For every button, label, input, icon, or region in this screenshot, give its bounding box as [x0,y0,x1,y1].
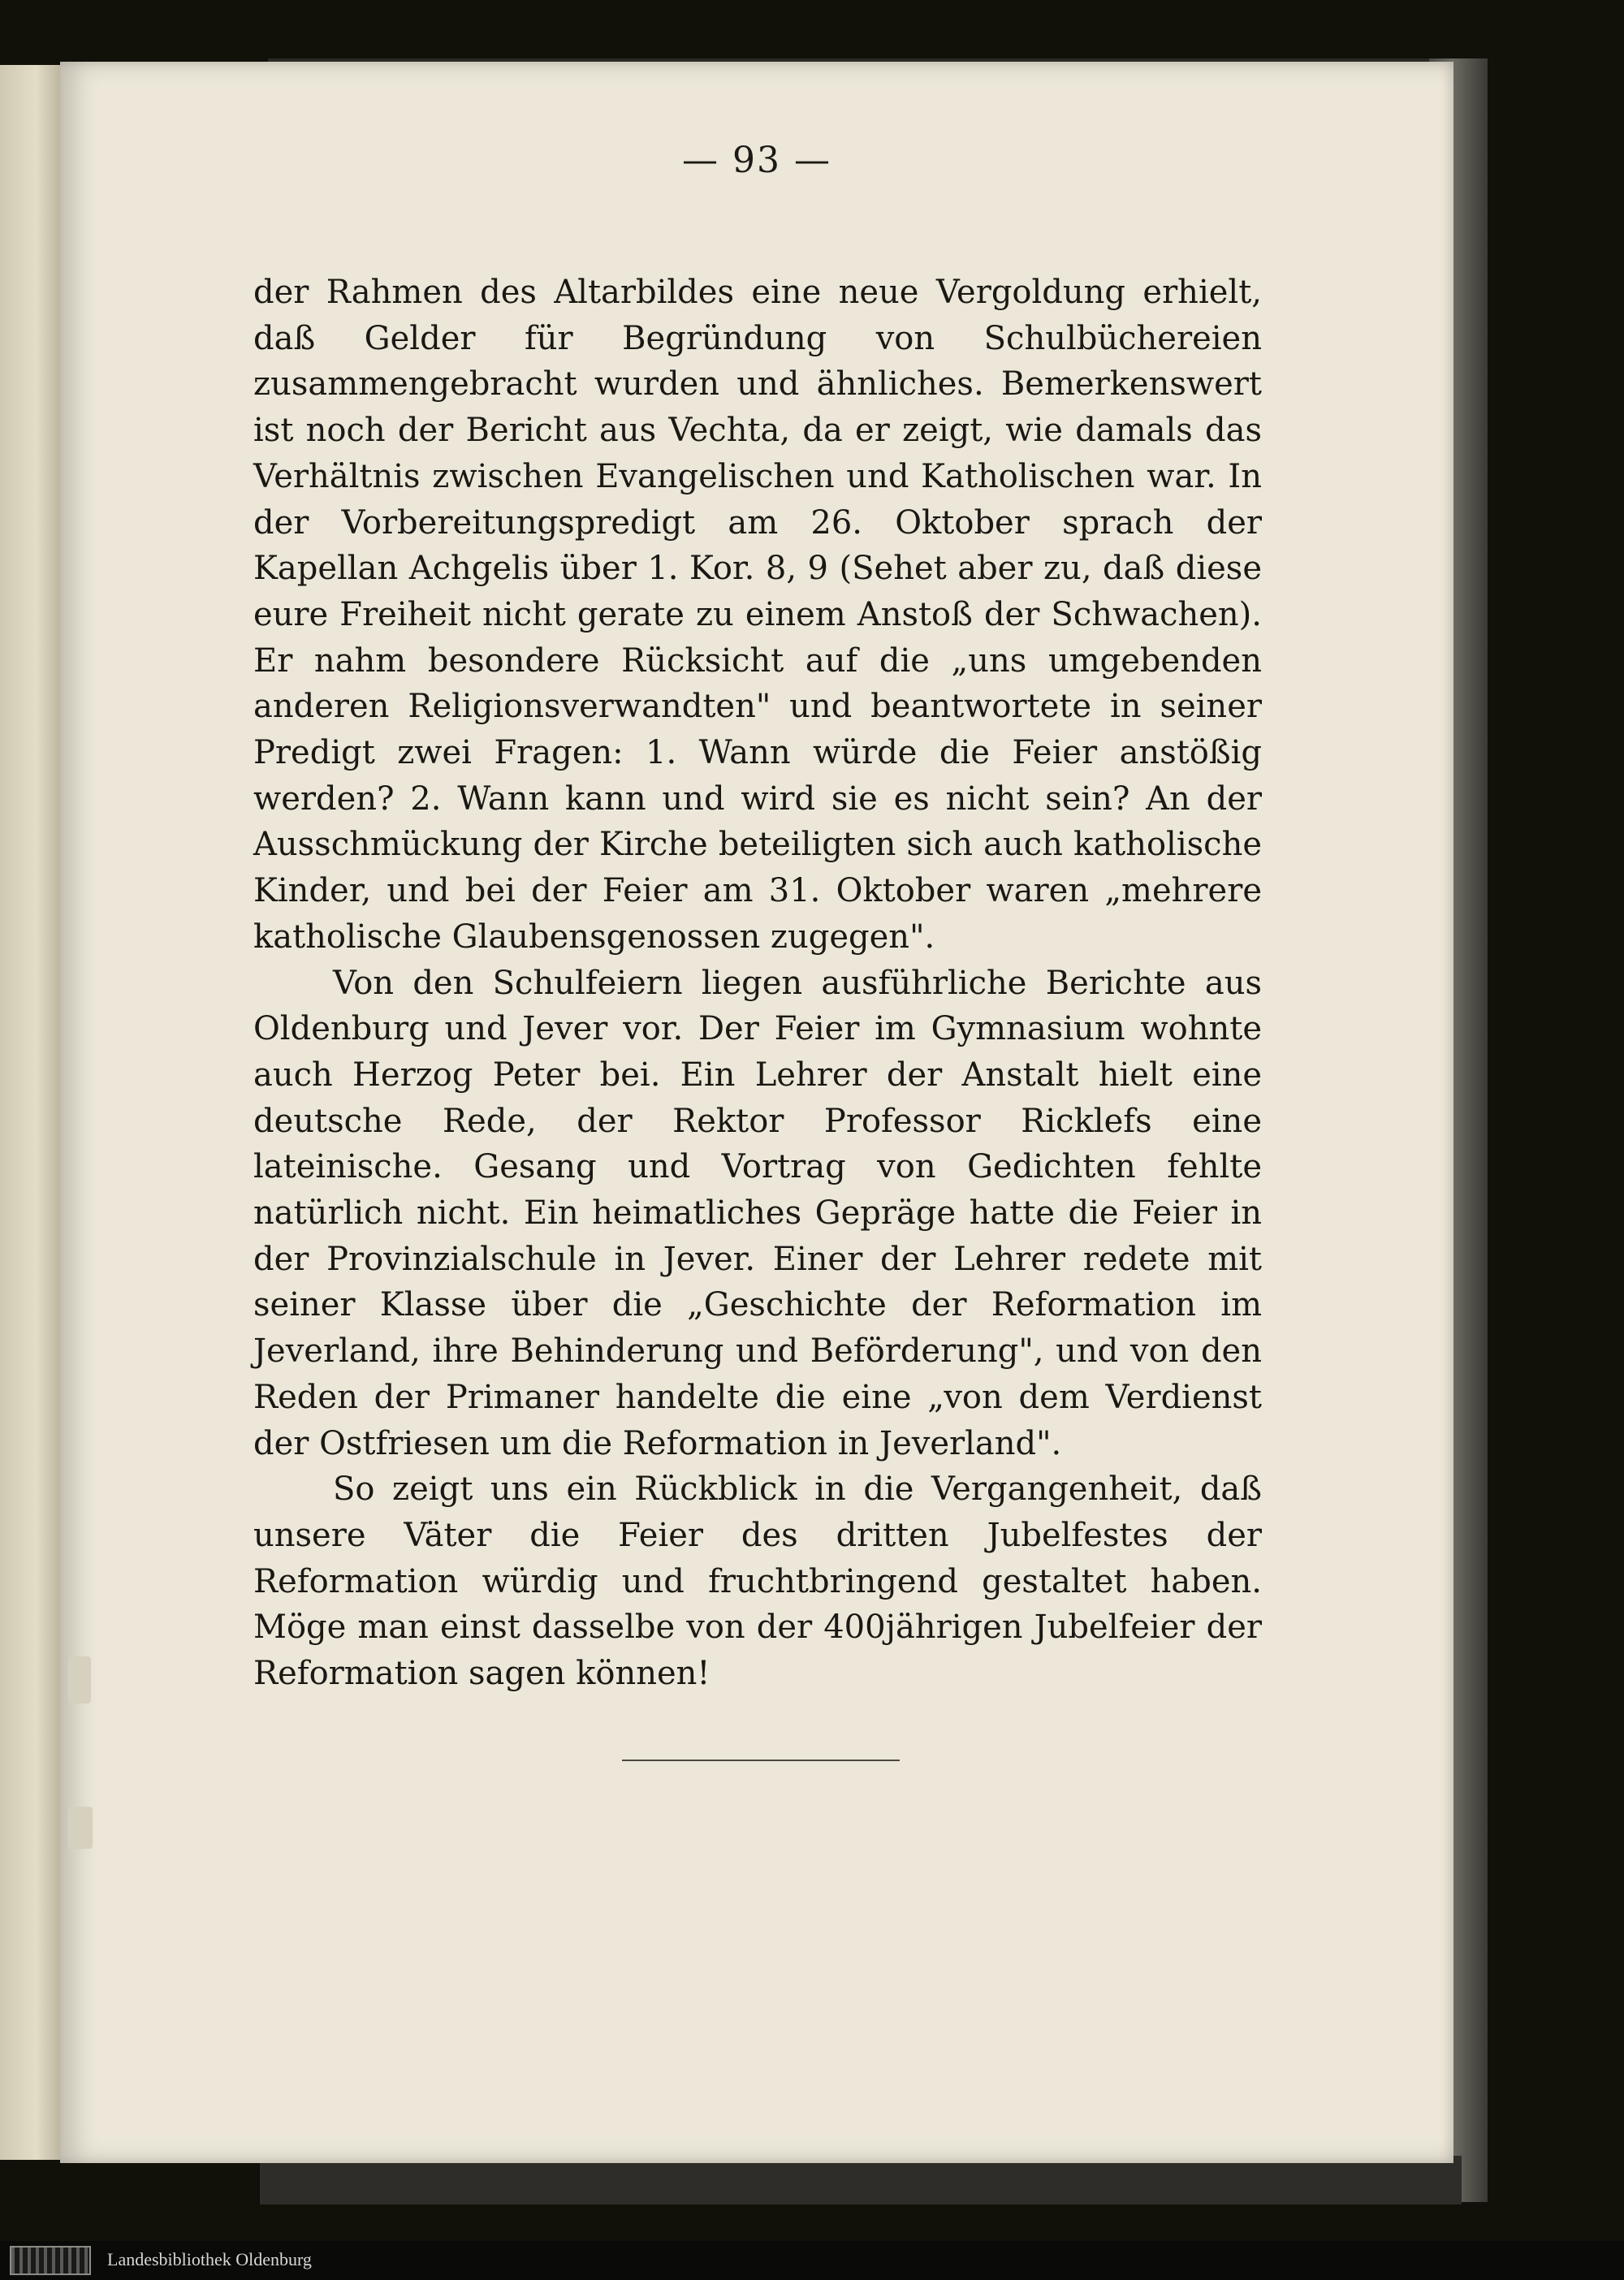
binding-mark [68,1656,91,1704]
facing-page-edge [0,65,60,2160]
book-cover-bottom-edge [260,2156,1462,2204]
paragraph-1: der Rahmen des Altarbildes eine neue Vergoldung erhielt, daß Gelder für Begründung von Schulbüchereien zusammengebracht wurden und ähnliches. Bemerkenswert ist noch der Bericht aus Vechta, da er zeigt, wie damals das Verhältnis zwischen Evangelischen und Katholischen war. In der Vorbereitungspredigt am 26. Oktober sprach der Kapellan Achgelis über 1. Kor. 8, 9 (Sehet aber zu, daß diese eure Freiheit nicht gerate zu einem Anstoß der Schwachen). Er nahm besondere Rücksicht auf die „uns umgebenden anderen Religionsverwandten" und beantwortete in seiner Predigt zwei Fragen: 1. Wann würde die Feier anstößig werden? 2. Wann kann und wird sie es nicht sein? An der Ausschmückung der Kirche beteiligten sich auch katholische Kinder, und bei der Feier am 31. Oktober waren „mehrere katholische Glaubensgenossen zugegen". [253,274,1262,956]
binding-mark [68,1807,93,1849]
page-number: — 93 — [682,140,831,181]
end-rule [622,1760,900,1761]
paragraph-2: Von den Schulfeiern liegen ausführliche Berichte aus Oldenburg und Jever vor. Der Feier im Gymnasium wohnte auch Herzog Peter bei. Ein Lehrer der Anstalt hielt eine deutsche Rede, der Rektor Professor Ricklefs eine lateinische. Gesang und Vortrag von Gedichten fehlte natürlich nicht. Ein heimatliches Gepräge hatte die Feier in der Provinzialschule in Jever. Einer der Lehrer redete mit seiner Klasse über die „Geschichte der Reformation im Jeverland, ihre Behinderung und Beförderung", und von den Reden der Primaner handelte die eine „von dem Verdienst der Ostfriesen um die Reformation in Jeverland". [253,964,1262,1462]
library-name[interactable]: Landesbibliothek Oldenburg [107,2249,312,2269]
paragraph-3: So zeigt uns ein Rückblick in die Vergangenheit, daß unsere Väter die Feier des dritten Jubelfestes der Reformation würdig und fruchtbringend gestaltet haben. Möge man einst dasselbe von der 400jährigen Jubelfeier der Reformation sagen können! [253,1470,1262,1693]
page-body-text [253,270,1262,1697]
library-building-icon[interactable] [10,2246,91,2275]
